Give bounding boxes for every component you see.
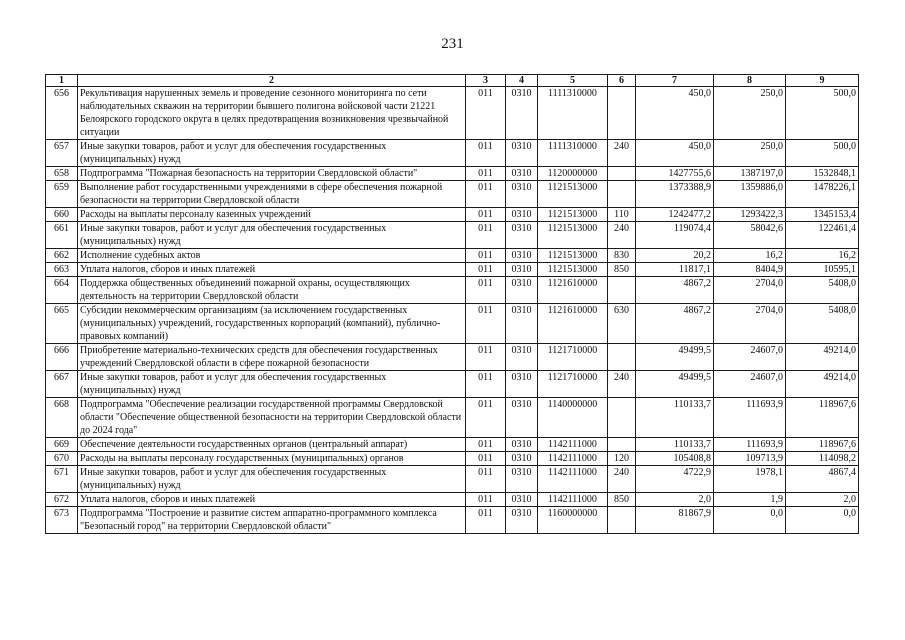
amount-col8-cell: 0,0: [714, 507, 786, 534]
ministry-code-cell: 011: [466, 344, 506, 371]
row-number-cell: 659: [46, 181, 78, 208]
row-number-cell: 670: [46, 452, 78, 466]
ministry-code-cell: 011: [466, 304, 506, 344]
table-row: [46, 277, 859, 304]
amount-col8-cell: 1293422,3: [714, 208, 786, 222]
header-cell: 7: [636, 75, 714, 87]
amount-col9-cell: 1532848,1: [786, 167, 859, 181]
expense-type-cell: 850: [608, 263, 636, 277]
table-row: [46, 452, 859, 466]
section-code-cell: 0310: [506, 493, 538, 507]
expense-name-cell: Иные закупки товаров, работ и услуг для обеспечения государственных (муниципальных) нужд: [78, 371, 466, 398]
table-row: [46, 493, 859, 507]
target-article-cell: 1121513000: [538, 249, 608, 263]
amount-col9-cell: 114098,2: [786, 452, 859, 466]
header-cell: 3: [466, 75, 506, 87]
amount-col8-cell: 250,0: [714, 87, 786, 140]
section-code-cell: 0310: [506, 507, 538, 534]
ministry-code-cell: 011: [466, 507, 506, 534]
amount-col8-cell: 58042,6: [714, 222, 786, 249]
header-cell: 6: [608, 75, 636, 87]
ministry-code-cell: 011: [466, 140, 506, 167]
expense-name-cell: Подпрограмма "Построение и развитие систем аппаратно-программного комплекса "Безопасный город" на территории Свердловской области": [78, 507, 466, 534]
table-row: [46, 249, 859, 263]
amount-col7-cell: 110133,7: [636, 398, 714, 438]
ministry-code-cell: 011: [466, 466, 506, 493]
target-article-cell: 1121710000: [538, 344, 608, 371]
amount-col7-cell: 49499,5: [636, 371, 714, 398]
expense-name-cell: Иные закупки товаров, работ и услуг для обеспечения государственных (муниципальных) нужд: [78, 222, 466, 249]
header-cell: 1: [46, 75, 78, 87]
amount-col9-cell: 5408,0: [786, 304, 859, 344]
amount-col9-cell: 49214,0: [786, 371, 859, 398]
target-article-cell: 1160000000: [538, 507, 608, 534]
section-code-cell: 0310: [506, 438, 538, 452]
amount-col9-cell: 1345153,4: [786, 208, 859, 222]
table-row: [46, 263, 859, 277]
row-number-cell: 667: [46, 371, 78, 398]
expense-type-cell: 120: [608, 452, 636, 466]
section-code-cell: 0310: [506, 398, 538, 438]
amount-col9-cell: 5408,0: [786, 277, 859, 304]
target-article-cell: 1142111000: [538, 466, 608, 493]
expense-type-cell: [608, 398, 636, 438]
amount-col7-cell: 119074,4: [636, 222, 714, 249]
amount-col7-cell: 81867,9: [636, 507, 714, 534]
section-code-cell: 0310: [506, 87, 538, 140]
ministry-code-cell: 011: [466, 181, 506, 208]
row-number-cell: 672: [46, 493, 78, 507]
table-row: [46, 181, 859, 208]
amount-col9-cell: 4867,4: [786, 466, 859, 493]
header-cell: 8: [714, 75, 786, 87]
row-number-cell: 668: [46, 398, 78, 438]
row-number-cell: 656: [46, 87, 78, 140]
expense-name-cell: Приобретение материально-технических средств для обеспечения государственных учреждений Свердловской области в сфере пожарной безопасности: [78, 344, 466, 371]
amount-col7-cell: 2,0: [636, 493, 714, 507]
budget-table: [45, 74, 859, 534]
ministry-code-cell: 011: [466, 222, 506, 249]
expense-name-cell: Рекультивация нарушенных земель и проведение сезонного мониторинга по сети наблюдательных скважин на территории бывшего полигона войсковой части 21221 Белоярского городского округа в целях предотвращения возникновения чрезвычайной ситуации: [78, 87, 466, 140]
amount-col7-cell: 49499,5: [636, 344, 714, 371]
amount-col7-cell: 1242477,2: [636, 208, 714, 222]
amount-col8-cell: 2704,0: [714, 304, 786, 344]
amount-col8-cell: 1,9: [714, 493, 786, 507]
expense-name-cell: Обеспечение деятельности государственных органов (центральный аппарат): [78, 438, 466, 452]
ministry-code-cell: 011: [466, 263, 506, 277]
amount-col9-cell: 16,2: [786, 249, 859, 263]
amount-col9-cell: 1478226,1: [786, 181, 859, 208]
table-row: [46, 140, 859, 167]
table-row: [46, 507, 859, 534]
table-row: [46, 371, 859, 398]
amount-col8-cell: 109713,9: [714, 452, 786, 466]
expense-name-cell: Подпрограмма "Обеспечение реализации государственной программы Свердловской области "Обеспечение общественной безопасности на территории Свердловской области до 2024 года": [78, 398, 466, 438]
target-article-cell: 1121610000: [538, 277, 608, 304]
amount-col7-cell: 11817,1: [636, 263, 714, 277]
amount-col9-cell: 118967,6: [786, 398, 859, 438]
ministry-code-cell: 011: [466, 371, 506, 398]
header-cell: 2: [78, 75, 466, 87]
section-code-cell: 0310: [506, 222, 538, 249]
amount-col8-cell: 8404,9: [714, 263, 786, 277]
row-number-cell: 673: [46, 507, 78, 534]
target-article-cell: 1121513000: [538, 181, 608, 208]
target-article-cell: 1121513000: [538, 208, 608, 222]
expense-type-cell: [608, 181, 636, 208]
target-article-cell: 1121513000: [538, 222, 608, 249]
expense-type-cell: [608, 507, 636, 534]
target-article-cell: 1120000000: [538, 167, 608, 181]
target-article-cell: 1142111000: [538, 452, 608, 466]
ministry-code-cell: 011: [466, 249, 506, 263]
amount-col9-cell: 500,0: [786, 87, 859, 140]
table-row: [46, 304, 859, 344]
ministry-code-cell: 011: [466, 167, 506, 181]
expense-type-cell: 240: [608, 466, 636, 493]
table-row: [46, 466, 859, 493]
row-number-cell: 666: [46, 344, 78, 371]
expense-name-cell: Подпрограмма "Пожарная безопасность на территории Свердловской области": [78, 167, 466, 181]
expense-type-cell: 830: [608, 249, 636, 263]
header-cell: 5: [538, 75, 608, 87]
row-number-cell: 669: [46, 438, 78, 452]
amount-col7-cell: 105408,8: [636, 452, 714, 466]
section-code-cell: 0310: [506, 371, 538, 398]
table-row: [46, 438, 859, 452]
amount-col7-cell: 450,0: [636, 140, 714, 167]
row-number-cell: 657: [46, 140, 78, 167]
expense-type-cell: 240: [608, 140, 636, 167]
section-code-cell: 0310: [506, 181, 538, 208]
amount-col9-cell: 2,0: [786, 493, 859, 507]
amount-col8-cell: 2704,0: [714, 277, 786, 304]
section-code-cell: 0310: [506, 167, 538, 181]
section-code-cell: 0310: [506, 466, 538, 493]
expense-type-cell: 240: [608, 222, 636, 249]
target-article-cell: 1142111000: [538, 493, 608, 507]
amount-col7-cell: 450,0: [636, 87, 714, 140]
ministry-code-cell: 011: [466, 277, 506, 304]
amount-col7-cell: 1427755,6: [636, 167, 714, 181]
expense-type-cell: 850: [608, 493, 636, 507]
expense-name-cell: Поддержка общественных объединений пожарной охраны, осуществляющих деятельность на территории Свердловской области: [78, 277, 466, 304]
row-number-cell: 661: [46, 222, 78, 249]
section-code-cell: 0310: [506, 208, 538, 222]
expense-name-cell: Расходы на выплаты персоналу государственных (муниципальных) органов: [78, 452, 466, 466]
amount-col7-cell: 110133,7: [636, 438, 714, 452]
amount-col9-cell: 49214,0: [786, 344, 859, 371]
ministry-code-cell: 011: [466, 452, 506, 466]
table-row: [46, 167, 859, 181]
amount-col9-cell: 118967,6: [786, 438, 859, 452]
expense-name-cell: Расходы на выплаты персоналу казенных учреждений: [78, 208, 466, 222]
amount-col8-cell: 111693,9: [714, 398, 786, 438]
expense-type-cell: [608, 344, 636, 371]
row-number-cell: 663: [46, 263, 78, 277]
target-article-cell: 1140000000: [538, 398, 608, 438]
table-row: [46, 398, 859, 438]
amount-col7-cell: 4867,2: [636, 277, 714, 304]
amount-col7-cell: 1373388,9: [636, 181, 714, 208]
amount-col8-cell: 24607,0: [714, 371, 786, 398]
section-code-cell: 0310: [506, 277, 538, 304]
amount-col8-cell: 1359886,0: [714, 181, 786, 208]
amount-col9-cell: 10595,1: [786, 263, 859, 277]
expense-type-cell: [608, 438, 636, 452]
amount-col9-cell: 122461,4: [786, 222, 859, 249]
table-row: [46, 87, 859, 140]
table-row: [46, 222, 859, 249]
expense-type-cell: [608, 277, 636, 304]
expense-type-cell: [608, 87, 636, 140]
table-header-row: [46, 75, 859, 87]
row-number-cell: 660: [46, 208, 78, 222]
ministry-code-cell: 011: [466, 208, 506, 222]
ministry-code-cell: 011: [466, 493, 506, 507]
row-number-cell: 665: [46, 304, 78, 344]
amount-col7-cell: 20,2: [636, 249, 714, 263]
amount-col8-cell: 111693,9: [714, 438, 786, 452]
expense-type-cell: 110: [608, 208, 636, 222]
target-article-cell: 1111310000: [538, 87, 608, 140]
section-code-cell: 0310: [506, 344, 538, 371]
row-number-cell: 671: [46, 466, 78, 493]
target-article-cell: 1121610000: [538, 304, 608, 344]
table-row: [46, 344, 859, 371]
header-cell: 9: [786, 75, 859, 87]
amount-col9-cell: 500,0: [786, 140, 859, 167]
table-row: [46, 208, 859, 222]
expense-type-cell: 630: [608, 304, 636, 344]
section-code-cell: 0310: [506, 140, 538, 167]
expense-name-cell: Уплата налогов, сборов и иных платежей: [78, 493, 466, 507]
ministry-code-cell: 011: [466, 87, 506, 140]
expense-name-cell: Уплата налогов, сборов и иных платежей: [78, 263, 466, 277]
expense-name-cell: Выполнение работ государственными учреждениями в сфере обеспечения пожарной безопасности на территории Свердловской области: [78, 181, 466, 208]
section-code-cell: 0310: [506, 452, 538, 466]
ministry-code-cell: 011: [466, 398, 506, 438]
page-number: 231: [441, 36, 464, 52]
section-code-cell: 0310: [506, 249, 538, 263]
section-code-cell: 0310: [506, 263, 538, 277]
amount-col9-cell: 0,0: [786, 507, 859, 534]
target-article-cell: 1111310000: [538, 140, 608, 167]
target-article-cell: 1121710000: [538, 371, 608, 398]
target-article-cell: 1121513000: [538, 263, 608, 277]
section-code-cell: 0310: [506, 304, 538, 344]
amount-col8-cell: 24607,0: [714, 344, 786, 371]
ministry-code-cell: 011: [466, 438, 506, 452]
expense-name-cell: Иные закупки товаров, работ и услуг для обеспечения государственных (муниципальных) нужд: [78, 140, 466, 167]
expense-type-cell: 240: [608, 371, 636, 398]
amount-col8-cell: 1387197,0: [714, 167, 786, 181]
expense-name-cell: Иные закупки товаров, работ и услуг для обеспечения государственных (муниципальных) нужд: [78, 466, 466, 493]
amount-col8-cell: 1978,1: [714, 466, 786, 493]
expense-name-cell: Исполнение судебных актов: [78, 249, 466, 263]
expense-name-cell: Субсидии некоммерческим организациям (за исключением государственных (муниципальных) учреждений, государственных корпораций (компаний), публично-правовых компаний): [78, 304, 466, 344]
row-number-cell: 662: [46, 249, 78, 263]
amount-col7-cell: 4722,9: [636, 466, 714, 493]
expense-type-cell: [608, 167, 636, 181]
amount-col8-cell: 250,0: [714, 140, 786, 167]
amount-col8-cell: 16,2: [714, 249, 786, 263]
target-article-cell: 1142111000: [538, 438, 608, 452]
row-number-cell: 664: [46, 277, 78, 304]
row-number-cell: 658: [46, 167, 78, 181]
header-cell: 4: [506, 75, 538, 87]
amount-col7-cell: 4867,2: [636, 304, 714, 344]
